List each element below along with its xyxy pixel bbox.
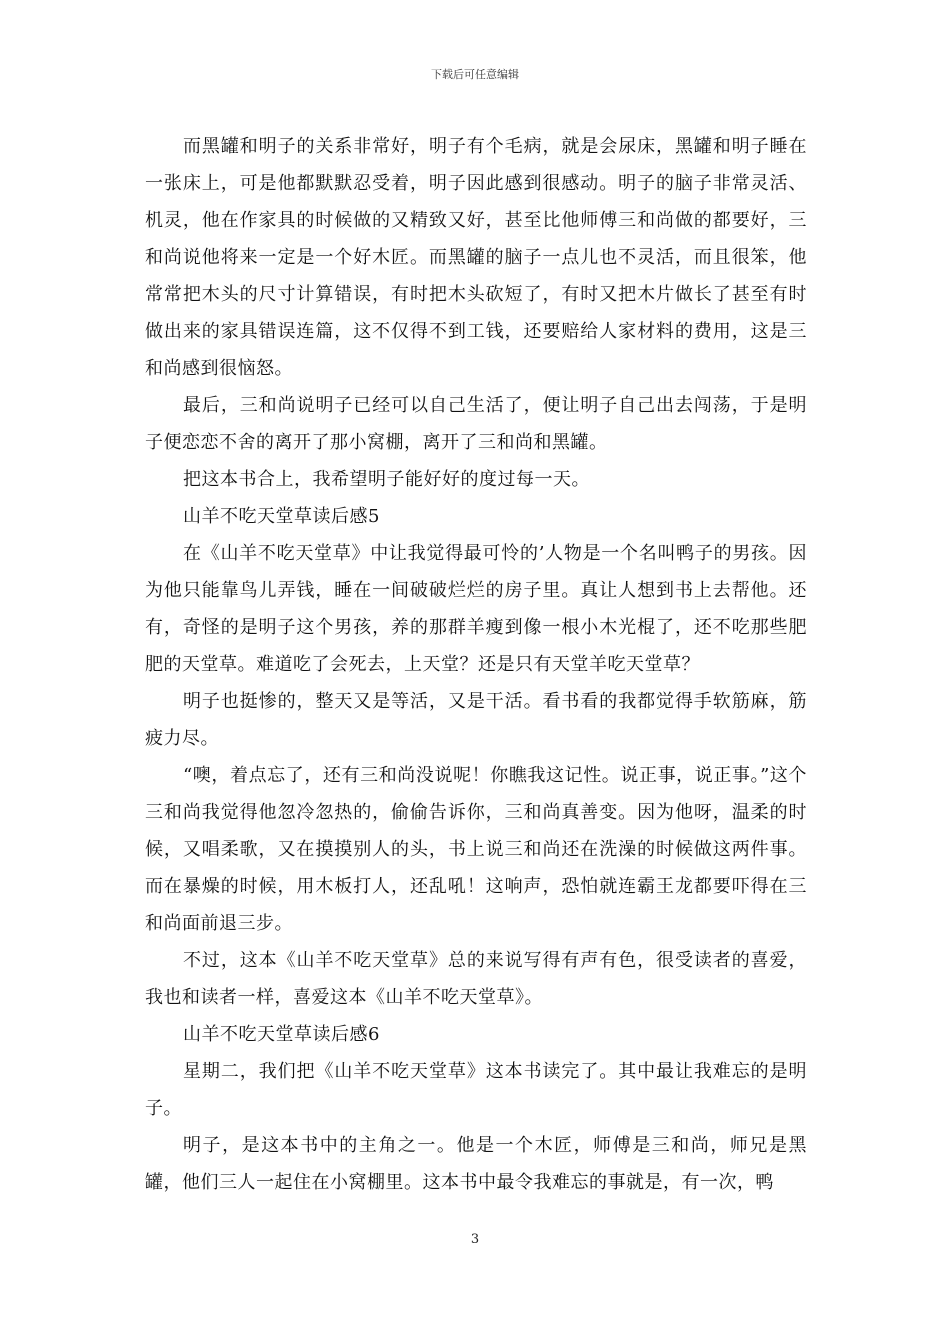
- paragraph: 而黑罐和明子的关系非常好，明子有个毛病，就是会尿床，黑罐和明子睡在一张床上，可是他都默默忍受着，明子因此感到很感动。明子的脑子非常灵活、机灵，他在作家具的时候做的又精致又好，甚至比他师傅三和尚做的都要好，三和尚说他将来一定是一个好木匠。而黑罐的脑子一点儿也不灵活，而且很笨，他常常把木头的尺寸计算错误，有时把木头砍短了，有时又把木片做长了甚至有时做出来的家具错误连篇，这不仅得不到工钱，还要赔给人家材料的费用，这是三和尚感到很恼怒。: [145, 136, 807, 379]
- page-header: 下载后可任意编辑: [431, 68, 519, 81]
- paragraph: 明子也挺惨的，整天又是等活，又是干活。看书看的我都觉得手软筋麻，筋疲力尽。: [145, 691, 807, 749]
- section-title: 山羊不吃天堂草读后感5: [183, 506, 380, 527]
- paragraph: 星期二，我们把《山羊不吃天堂草》这本书读完了。其中最让我难忘的是明子。: [145, 1061, 807, 1119]
- paragraph: 把这本书合上，我希望明子能好好的度过每一天。: [183, 469, 590, 490]
- document-body: [145, 128, 807, 1201]
- paragraph: 明子，是这本书中的主角之一。他是一个木匠，师傅是三和尚，师兄是黑罐，他们三人一起住在小窝棚里。这本书中最令我难忘的事就是，有一次，鸭: [145, 1135, 807, 1193]
- paragraph: “噢，着点忘了，还有三和尚没说呢！你瞧我这记性。说正事，说正事。”这个三和尚我觉得他忽冷忽热的，偷偷告诉你，三和尚真善变。因为他呀，温柔的时候，又唱柔歌，又在摸摸别人的头，书上说三和尚还在洗澡的时候做这两件事。而在暴燥的时候，用木板打人，还乱吼！这响声，恐怕就连霸王龙都要吓得在三和尚面前退三步。: [145, 765, 807, 934]
- paragraph: 不过，这本《山羊不吃天堂草》总的来说写得有声有色，很受读者的喜爱，我也和读者一样，喜爱这本《山羊不吃天堂草》。: [145, 950, 807, 1008]
- section-title: 山羊不吃天堂草读后感6: [183, 1024, 380, 1045]
- paragraph: 在《山羊不吃天堂草》中让我觉得最可怜的’人物是一个名叫鸭子的男孩。因为他只能靠鸟儿弄钱，睡在一间破破烂烂的房子里。真让人想到书上去帮他。还有，奇怪的是明子这个男孩，养的那群羊瘦到像一根小木光棍了，还不吃那些肥肥的天堂草。难道吃了会死去，上天堂？还是只有天堂羊吃天堂草？: [145, 543, 807, 675]
- paragraph: 最后，三和尚说明子已经可以自己生活了，便让明子自己出去闯荡，于是明子便恋恋不舍的离开了那小窝棚，离开了三和尚和黑罐。: [145, 395, 807, 453]
- page-number: 3: [470, 1232, 480, 1247]
